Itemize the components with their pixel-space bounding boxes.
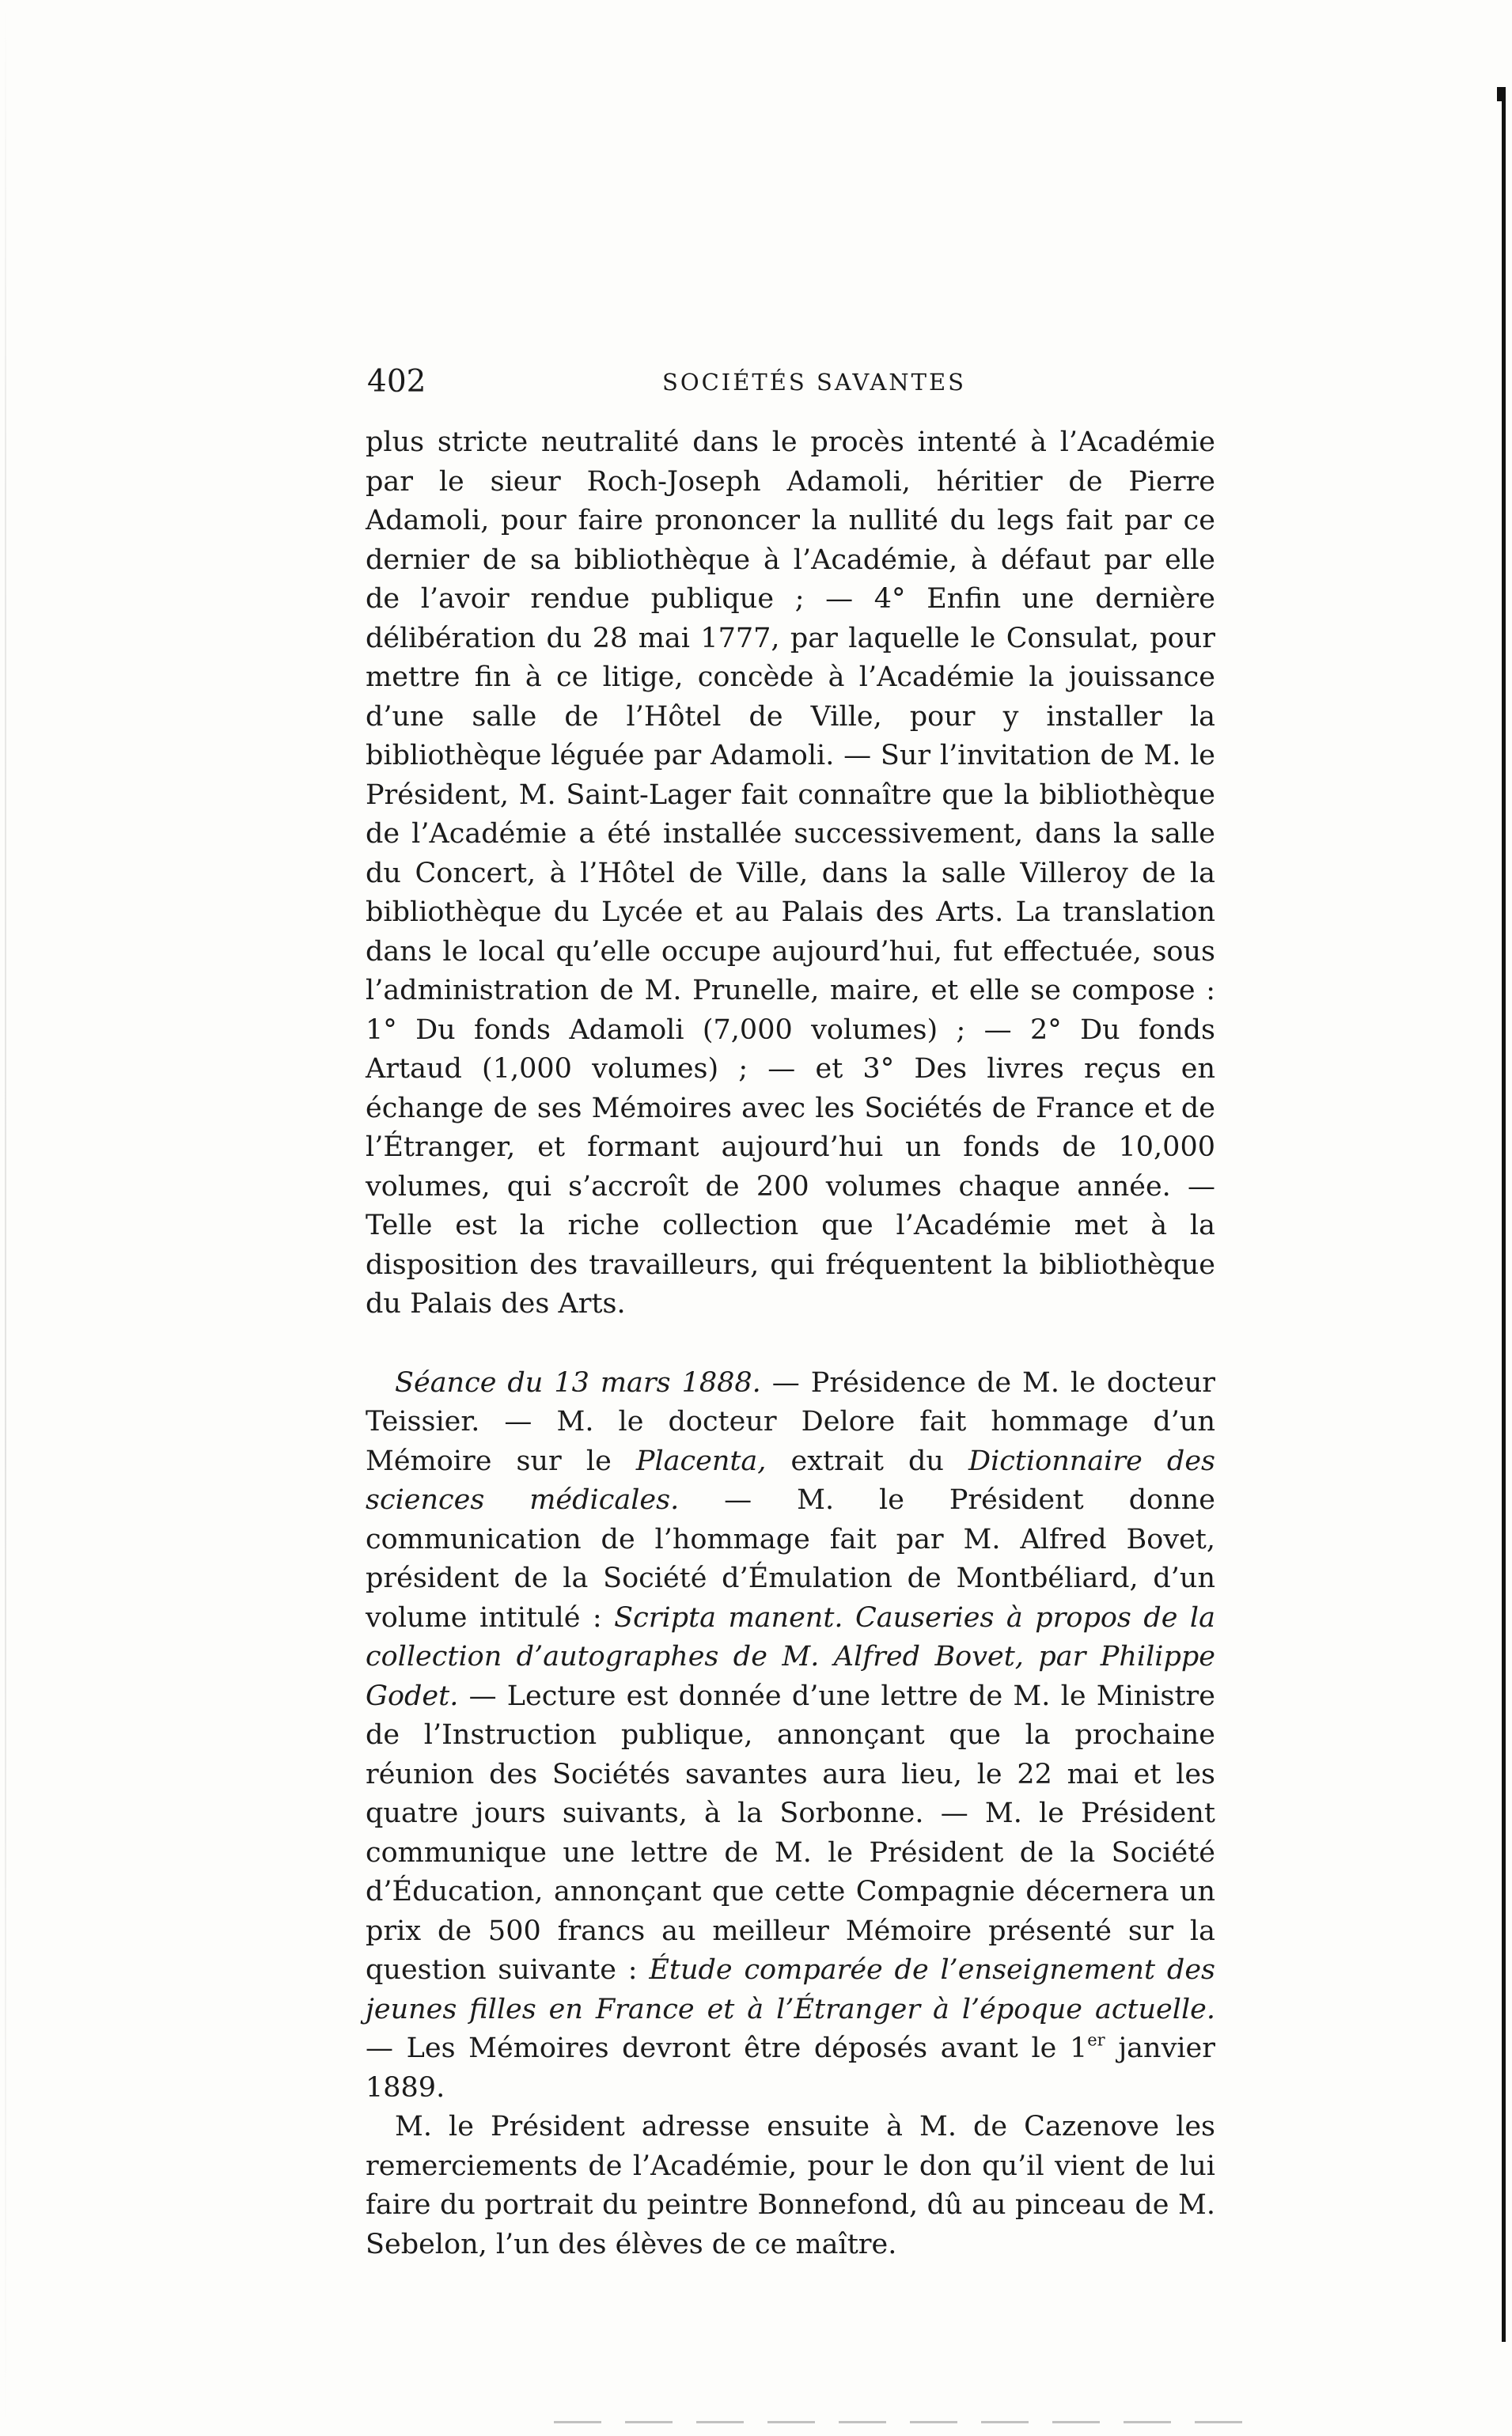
- seance-text-1: — Présidence de M. le docteur Teissier. — M. le docteur Delore fait hommage d’un Mémoire sur le: [366, 1366, 1215, 1477]
- body-text: [366, 423, 1215, 2264]
- seance-superscript: er: [1087, 2030, 1105, 2050]
- seance-title-scripta: Scripta manent. Causeries à propos de la collection d’autographes de M. Alfred Bovet, par Philippe Godet.: [366, 1601, 1215, 1712]
- paragraph-remerciements: M. le Président adresse ensuite à M. de Cazenove les remerciements de l’Académie, pour le don qu’il vient de lui faire du portrait du peintre Bonnefond, dû au pinceau de M. Sebelon, l’un des élèves de ce maître.: [366, 2111, 1215, 2260]
- paragraph-gap: [366, 1324, 1215, 1364]
- seance-text-3: — M. le Président donne communication de l’hommage fait par M. Alfred Bovet, président de la Société d’Émulation de Montbéliard, d’un volume intitulé :: [366, 1484, 1215, 1634]
- running-head: [367, 362, 1261, 402]
- seance-title-etude: Étude comparée de l’enseignement des jeunes filles en France et à l’Étranger à l’époque actuelle.: [366, 1954, 1215, 2025]
- scan-edge-notch: [1497, 87, 1502, 101]
- seance-text-2: extrait du: [766, 1445, 969, 1477]
- paragraph-bibliotheque: plus stricte neutralité dans le procès intenté à l’Académie par le sieur Roch-Joseph Adamoli, héritier de Pierre Adamoli, pour faire prononcer la nullité du legs fait par ce dernier de sa bibliothèque à l’Académie, à défaut par elle de l’avoir rendue publique ; — 4° Enfin une dernière délibération du 28 mai 1777, par laquelle le Consulat, pour mettre fin à ce litige, concède à l’Académie la jouissance d’une salle de l’Hôtel de Ville, pour y installer la bibliothèque léguée par Adamoli. — Sur l’invitation de M. le Président, M. Saint-Lager fait connaître que la bibliothèque de l’Académie a été installée successivement, dans la salle du Concert, à l’Hôtel de Ville, dans la salle Villeroy de la bibliothèque du Lycée et au Palais des Arts. La translation dans le local qu’elle occupe aujourd’hui, fut effectuée, sous l’administration de M. Prunelle, maire, et elle se compose : 1° Du fonds Adamoli (7,000 volumes) ; — 2° Du fonds Artaud (1,000 volumes) ; — et 3° Des livres reçus en échange de ses Mémoires avec les Sociétés de France et de l’Étranger, et formant aujourd’hui un fonds de 10,000 volumes, qui s’accroît de 200 volumes chaque année. — Telle est la riche collection que l’Académie met à la disposition des travailleurs, qui fréquentent la bibliothèque du Palais des Arts.: [366, 426, 1215, 1320]
- scan-edge-right: [1502, 87, 1506, 2342]
- seance-text-5: — Les Mémoires devront être déposés avant le 1: [366, 2033, 1088, 2064]
- seance-heading: Séance du 13 mars 1888.: [395, 1366, 761, 1399]
- paragraph-seance: [366, 1364, 1215, 2108]
- seance-title-dictionnaire: Dictionnaire des sciences médicales.: [366, 1445, 1216, 1516]
- seance-text-6: janvier 1889.: [366, 2033, 1215, 2104]
- seance-text-4: — Lecture est donnée d’une lettre de M. le Ministre de l’Instruction publique, annonçant que la prochaine réunion des Sociétés savantes aura lieu, le 22 mai et les quatre jours suivants, à la Sorbonne. — M. le Président communique une lettre de M. le Président de la Société d’Éducation, annonçant que cette Compagnie décernera un prix de 500 francs au meilleur Mémoire présenté sur la question suivante :: [366, 1680, 1215, 1986]
- scan-edge-left: [5, 0, 6, 2436]
- page-number: 402: [367, 364, 426, 400]
- running-title: SOCIÉTÉS SAVANTES: [661, 369, 967, 396]
- scan-bottom-marks: [554, 2421, 1266, 2423]
- seance-title-placenta: Placenta,: [635, 1445, 767, 1477]
